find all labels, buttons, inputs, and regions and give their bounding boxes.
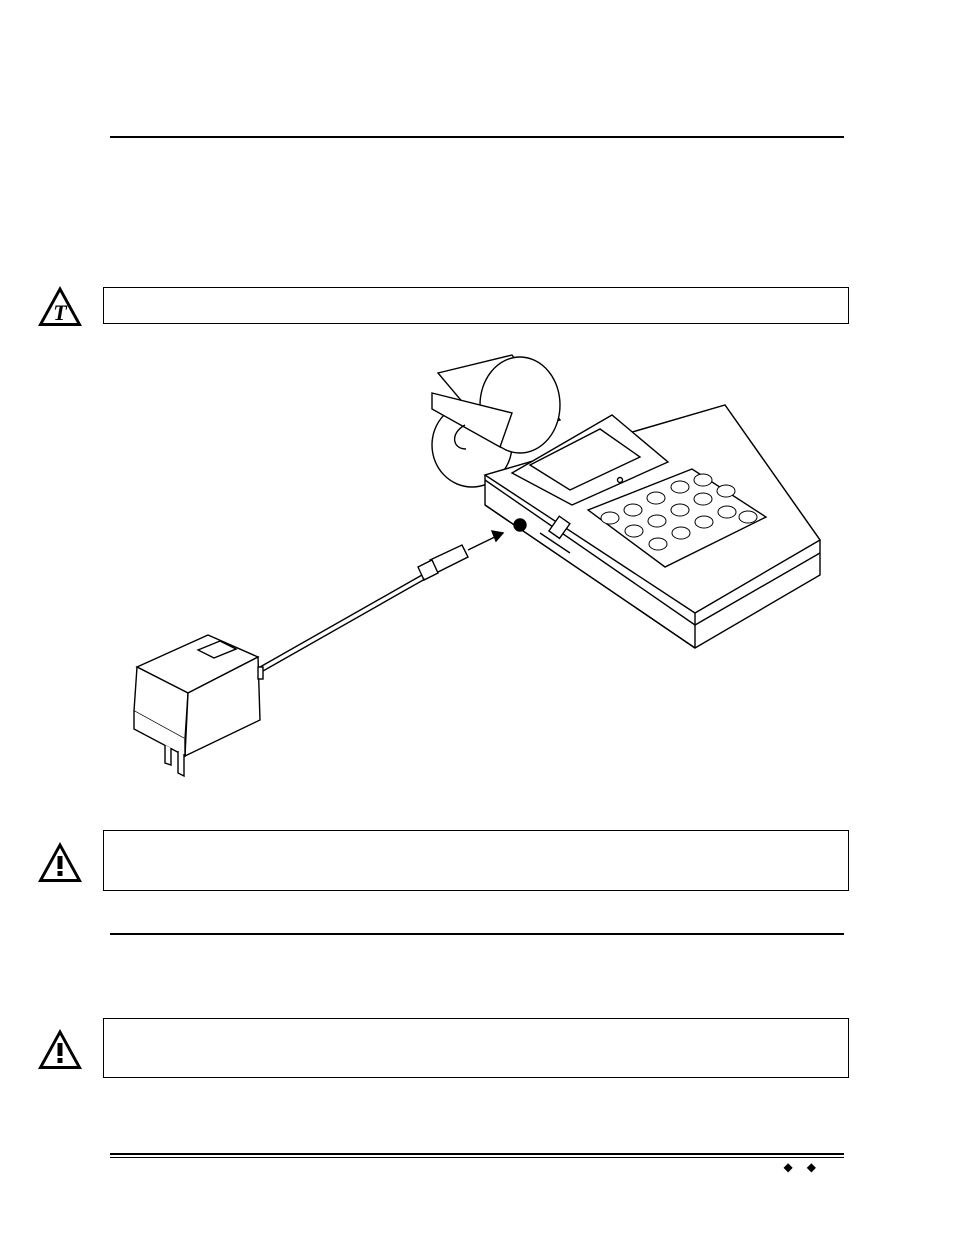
footer-diamond-marks: ◆◆ <box>783 1160 830 1174</box>
tip-box <box>103 287 849 324</box>
printer-adapter-illustration <box>120 345 840 785</box>
warning-triangle-icon <box>36 1027 84 1071</box>
header-rule <box>110 136 844 138</box>
dc-plug <box>260 545 468 671</box>
tip-triangle-icon <box>36 284 84 328</box>
insert-arrow <box>468 531 503 550</box>
footer-rule-thin <box>110 1157 844 1158</box>
warning-box-1 <box>103 830 849 891</box>
warning-box-2 <box>103 1018 849 1078</box>
footer-rule <box>110 1153 844 1155</box>
svg-text:T: T <box>53 300 67 325</box>
power-adapter <box>134 635 263 776</box>
warning-triangle-icon <box>36 840 84 884</box>
section-rule <box>110 933 844 935</box>
